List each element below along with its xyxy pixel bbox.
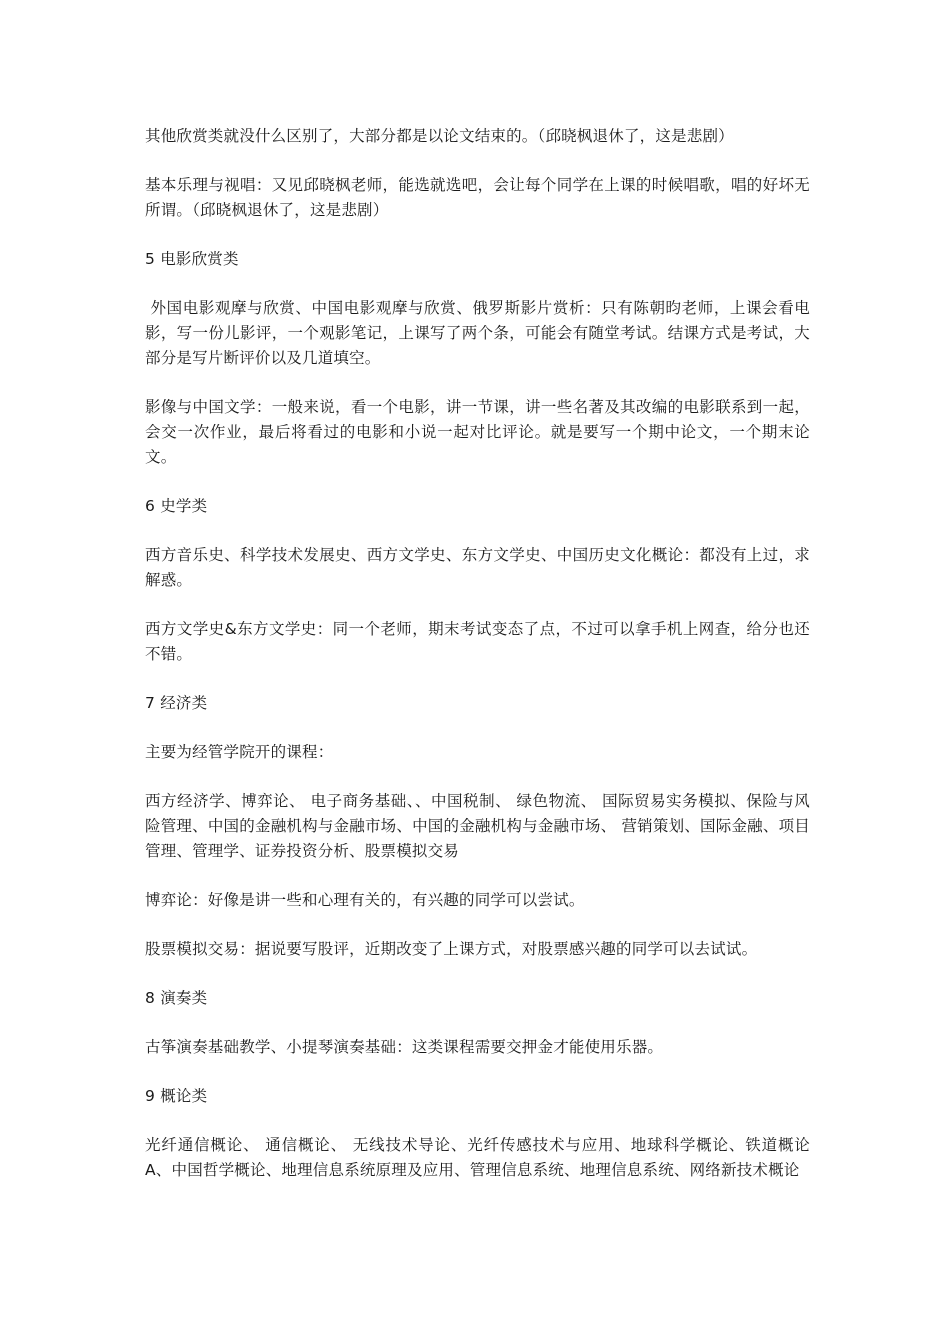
section-heading-introduction: 9 概论类 bbox=[145, 1087, 208, 1105]
section-heading-economics: 7 经济类 bbox=[145, 694, 208, 712]
section-heading-film: 5 电影欣赏类 bbox=[145, 250, 239, 268]
section-heading-performance: 8 演奏类 bbox=[145, 989, 208, 1007]
paragraph-history-list: 西方音乐史、科学技术发展史、西方文学史、东方文学史、中国历史文化概论：都没有上过，求解惑。 bbox=[145, 546, 810, 589]
paragraph-music-theory: 基本乐理与视唱：又见邱晓枫老师，能选就选吧，会让每个同学在上课的时候唱歌，唱的好坏无所谓。（邱晓枫退休了，这是悲剧） bbox=[145, 176, 810, 219]
paragraph-foreign-film: 外国电影观摩与欣赏、中国电影观摩与欣赏、俄罗斯影片赏析：只有陈朝昀老师，上课会看电影，写一份儿影评，一个观影笔记，上课写了两个条，可能会有随堂考试。结课方式是考试，大部分是写片断评价以及几道填空。 bbox=[145, 299, 810, 367]
paragraph-economics-list: 西方经济学、博弈论、 电子商务基础、、中国税制、 绿色物流、 国际贸易实务模拟、保险与风险管理、中国的金融机构与金融市场、中国的金融机构与金融市场、 营销策划、国际金融、项目管理、管理学、证券投资分析、股票模拟交易 bbox=[145, 792, 810, 860]
section-heading-history: 6 史学类 bbox=[145, 497, 208, 515]
paragraph-game-theory: 博弈论：好像是讲一些和心理有关的，有兴趣的同学可以尝试。 bbox=[145, 891, 585, 909]
paragraph-economics-intro: 主要为经管学院开的课程： bbox=[145, 743, 334, 761]
paragraph-film-literature: 影像与中国文学：一般来说，看一个电影，讲一节课，讲一些名著及其改编的电影联系到一起，会交一次作业，最后将看过的电影和小说一起对比评论。就是要写一个期中论文，一个期末论文。 bbox=[145, 398, 810, 466]
paragraph-literature-history: 西方文学史&东方文学史：同一个老师，期末考试变态了点，不过可以拿手机上网查，给分也还不错。 bbox=[145, 620, 810, 663]
paragraph-stock-simulation: 股票模拟交易：据说要写股评，近期改变了上课方式，对股票感兴趣的同学可以去试试。 bbox=[145, 940, 758, 958]
paragraph-appreciation-other: 其他欣赏类就没什么区别了，大部分都是以论文结束的。（邱晓枫退休了，这是悲剧） bbox=[145, 127, 734, 145]
document-page bbox=[145, 124, 810, 1207]
paragraph-performance: 古筝演奏基础教学、小提琴演奏基础：这类课程需要交押金才能使用乐器。 bbox=[145, 1038, 664, 1056]
paragraph-introduction-list: 光纤通信概论、 通信概论、 无线技术导论、光纤传感技术与应用、地球科学概论、铁道概论 A、中国哲学概论、地理信息系统原理及应用、管理信息系统、地理信息系统、网络新技术概论 bbox=[145, 1136, 810, 1179]
